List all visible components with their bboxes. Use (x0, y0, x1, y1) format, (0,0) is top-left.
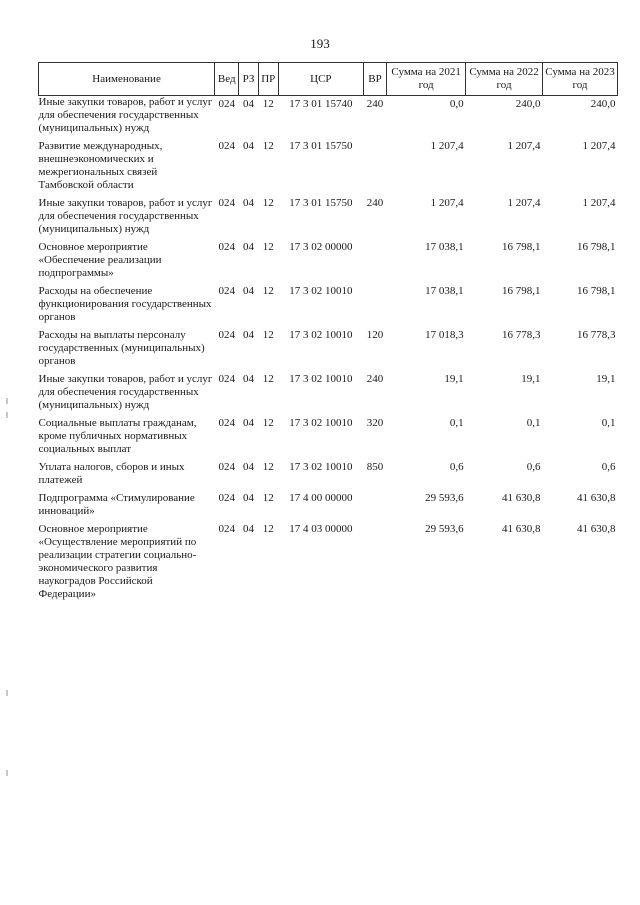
table-row (39, 461, 618, 492)
cell-sum-2021: 29 593,6 (425, 523, 464, 535)
cell-sum-2022: 0,6 (526, 461, 541, 473)
cell-pr: 12 (262, 98, 274, 110)
cell-sum-2023: 19,1 (596, 373, 616, 385)
cell-vr: 850 (366, 461, 384, 473)
cell-rz: 04 (243, 241, 255, 253)
cell-pr: 12 (262, 417, 274, 429)
cell-csr: 17 4 03 00000 (289, 523, 353, 535)
cell-sum-2021: 1 207,4 (430, 197, 464, 209)
cell-rz: 04 (243, 329, 255, 341)
cell-sum-2021: 17 038,1 (425, 241, 464, 253)
scan-mark (6, 398, 8, 404)
scan-mark (6, 770, 8, 776)
cell-vr: 240 (366, 98, 384, 110)
cell-rz: 04 (243, 461, 255, 473)
cell-sum-2021: 17 018,3 (425, 329, 464, 341)
cell-pr: 12 (262, 523, 274, 535)
header-vr: ВР (363, 63, 386, 96)
cell-name: Расходы на обеспечение функционирования государственных органов (38, 285, 212, 323)
cell-rz: 04 (243, 197, 255, 209)
cell-sum-2023: 1 207,4 (582, 140, 616, 152)
cell-vr: 320 (366, 417, 384, 429)
cell-sum-2022: 1 207,4 (507, 140, 541, 152)
cell-sum-2022: 16 798,1 (502, 241, 541, 253)
cell-ved: 024 (218, 373, 236, 385)
table-row (39, 140, 618, 197)
cell-pr: 12 (262, 373, 274, 385)
cell-ved: 024 (218, 140, 236, 152)
cell-vr (363, 492, 386, 523)
cell-vr (363, 140, 386, 197)
header-csr: ЦСР (278, 63, 363, 96)
cell-vr: 240 (366, 197, 384, 209)
cell-ved: 024 (218, 461, 236, 473)
cell-sum-2021: 19,1 (444, 373, 464, 385)
cell-sum-2021: 0,1 (449, 417, 464, 429)
header-sum-2023: Сумма на 2023 год (543, 63, 618, 96)
cell-name: Подпрограмма «Стимулирование инноваций» (38, 492, 195, 517)
cell-sum-2023: 16 798,1 (577, 285, 616, 297)
cell-ved: 024 (218, 523, 236, 535)
cell-sum-2021: 0,0 (449, 98, 464, 110)
cell-sum-2022: 0,1 (526, 417, 541, 429)
cell-pr: 12 (262, 329, 274, 341)
header-ved: Вед (215, 63, 239, 96)
cell-pr: 12 (262, 461, 274, 473)
cell-sum-2021: 17 038,1 (425, 285, 464, 297)
cell-sum-2023: 240,0 (590, 98, 616, 110)
table-row (39, 329, 618, 373)
cell-rz: 04 (243, 140, 255, 152)
cell-sum-2022: 16 778,3 (502, 329, 541, 341)
cell-csr: 17 3 02 10010 (289, 329, 353, 341)
cell-name: Иные закупки товаров, работ и услуг для обеспечения государственных (муниципальных) нужд (38, 197, 213, 235)
header-rz: РЗ (239, 63, 258, 96)
cell-name: Основное мероприятие «Осуществление мероприятий по реализации стратегии социально-экономического развития наукоградов Российской Федерации» (38, 523, 197, 600)
cell-csr: 17 3 02 10010 (289, 417, 353, 429)
cell-rz: 04 (243, 98, 255, 110)
cell-pr: 12 (262, 492, 274, 504)
header-name: Наименование (39, 63, 215, 96)
table-row (39, 96, 618, 141)
cell-name: Развитие международных, внешнеэкономических и межрегиональных связей Тамбовской области (38, 140, 163, 191)
cell-sum-2023: 41 630,8 (577, 523, 616, 535)
cell-csr: 17 3 01 15750 (289, 197, 353, 209)
cell-ved: 024 (218, 417, 236, 429)
cell-rz: 04 (243, 523, 255, 535)
cell-sum-2022: 41 630,8 (502, 523, 541, 535)
cell-pr: 12 (262, 285, 274, 297)
table-body (39, 96, 618, 607)
page-number: 193 (310, 36, 330, 51)
cell-rz: 04 (243, 285, 255, 297)
cell-csr: 17 3 02 00000 (289, 241, 353, 253)
cell-sum-2022: 41 630,8 (502, 492, 541, 504)
table-row (39, 492, 618, 523)
table-row (39, 523, 618, 606)
cell-sum-2023: 0,6 (601, 461, 616, 473)
table-row (39, 417, 618, 461)
cell-csr: 17 3 01 15740 (289, 98, 353, 110)
cell-rz: 04 (243, 492, 255, 504)
header-pr: ПР (258, 63, 278, 96)
cell-sum-2022: 240,0 (515, 98, 541, 110)
cell-ved: 024 (218, 329, 236, 341)
cell-name: Иные закупки товаров, работ и услуг для обеспечения государственных (муниципальных) нужд (38, 373, 213, 411)
cell-vr (363, 285, 386, 329)
cell-vr: 240 (366, 373, 384, 385)
cell-sum-2023: 1 207,4 (582, 197, 616, 209)
table-row (39, 197, 618, 241)
header-sum-2021: Сумма на 2021 год (387, 63, 466, 96)
cell-name: Иные закупки товаров, работ и услуг для обеспечения государственных (муниципальных) нужд (38, 96, 213, 134)
cell-csr: 17 4 00 00000 (289, 492, 353, 504)
cell-vr (363, 241, 386, 285)
cell-pr: 12 (262, 140, 274, 152)
scan-mark (6, 412, 8, 418)
cell-sum-2023: 41 630,8 (577, 492, 616, 504)
cell-vr (363, 523, 386, 606)
cell-ved: 024 (218, 197, 236, 209)
cell-vr: 120 (366, 329, 384, 341)
cell-csr: 17 3 02 10010 (289, 461, 353, 473)
cell-ved: 024 (218, 98, 236, 110)
cell-sum-2023: 16 798,1 (577, 241, 616, 253)
cell-rz: 04 (243, 373, 255, 385)
cell-ved: 024 (218, 492, 236, 504)
cell-name: Уплата налогов, сборов и иных платежей (38, 461, 185, 486)
cell-csr: 17 3 02 10010 (289, 373, 353, 385)
cell-pr: 12 (262, 197, 274, 209)
cell-sum-2022: 19,1 (521, 373, 541, 385)
table-row (39, 373, 618, 417)
cell-sum-2021: 0,6 (449, 461, 464, 473)
cell-name: Основное мероприятие «Обеспечение реализации подпрограммы» (38, 241, 162, 279)
cell-sum-2023: 0,1 (601, 417, 616, 429)
cell-ved: 024 (218, 285, 236, 297)
header-sum-2022: Сумма на 2022 год (466, 63, 543, 96)
cell-name: Расходы на выплаты персоналу государственных (муниципальных) органов (38, 329, 205, 367)
cell-name: Социальные выплаты гражданам, кроме публичных нормативных социальных выплат (38, 417, 197, 455)
cell-pr: 12 (262, 241, 274, 253)
budget-table (38, 62, 618, 606)
cell-rz: 04 (243, 417, 255, 429)
table-row (39, 285, 618, 329)
cell-sum-2021: 29 593,6 (425, 492, 464, 504)
cell-ved: 024 (218, 241, 236, 253)
table-row (39, 241, 618, 285)
cell-csr: 17 3 01 15750 (289, 140, 353, 152)
cell-sum-2022: 16 798,1 (502, 285, 541, 297)
cell-sum-2023: 16 778,3 (577, 329, 616, 341)
table-header-row (39, 63, 618, 96)
cell-sum-2021: 1 207,4 (430, 140, 464, 152)
scan-mark (6, 690, 8, 696)
cell-csr: 17 3 02 10010 (289, 285, 353, 297)
cell-sum-2022: 1 207,4 (507, 197, 541, 209)
